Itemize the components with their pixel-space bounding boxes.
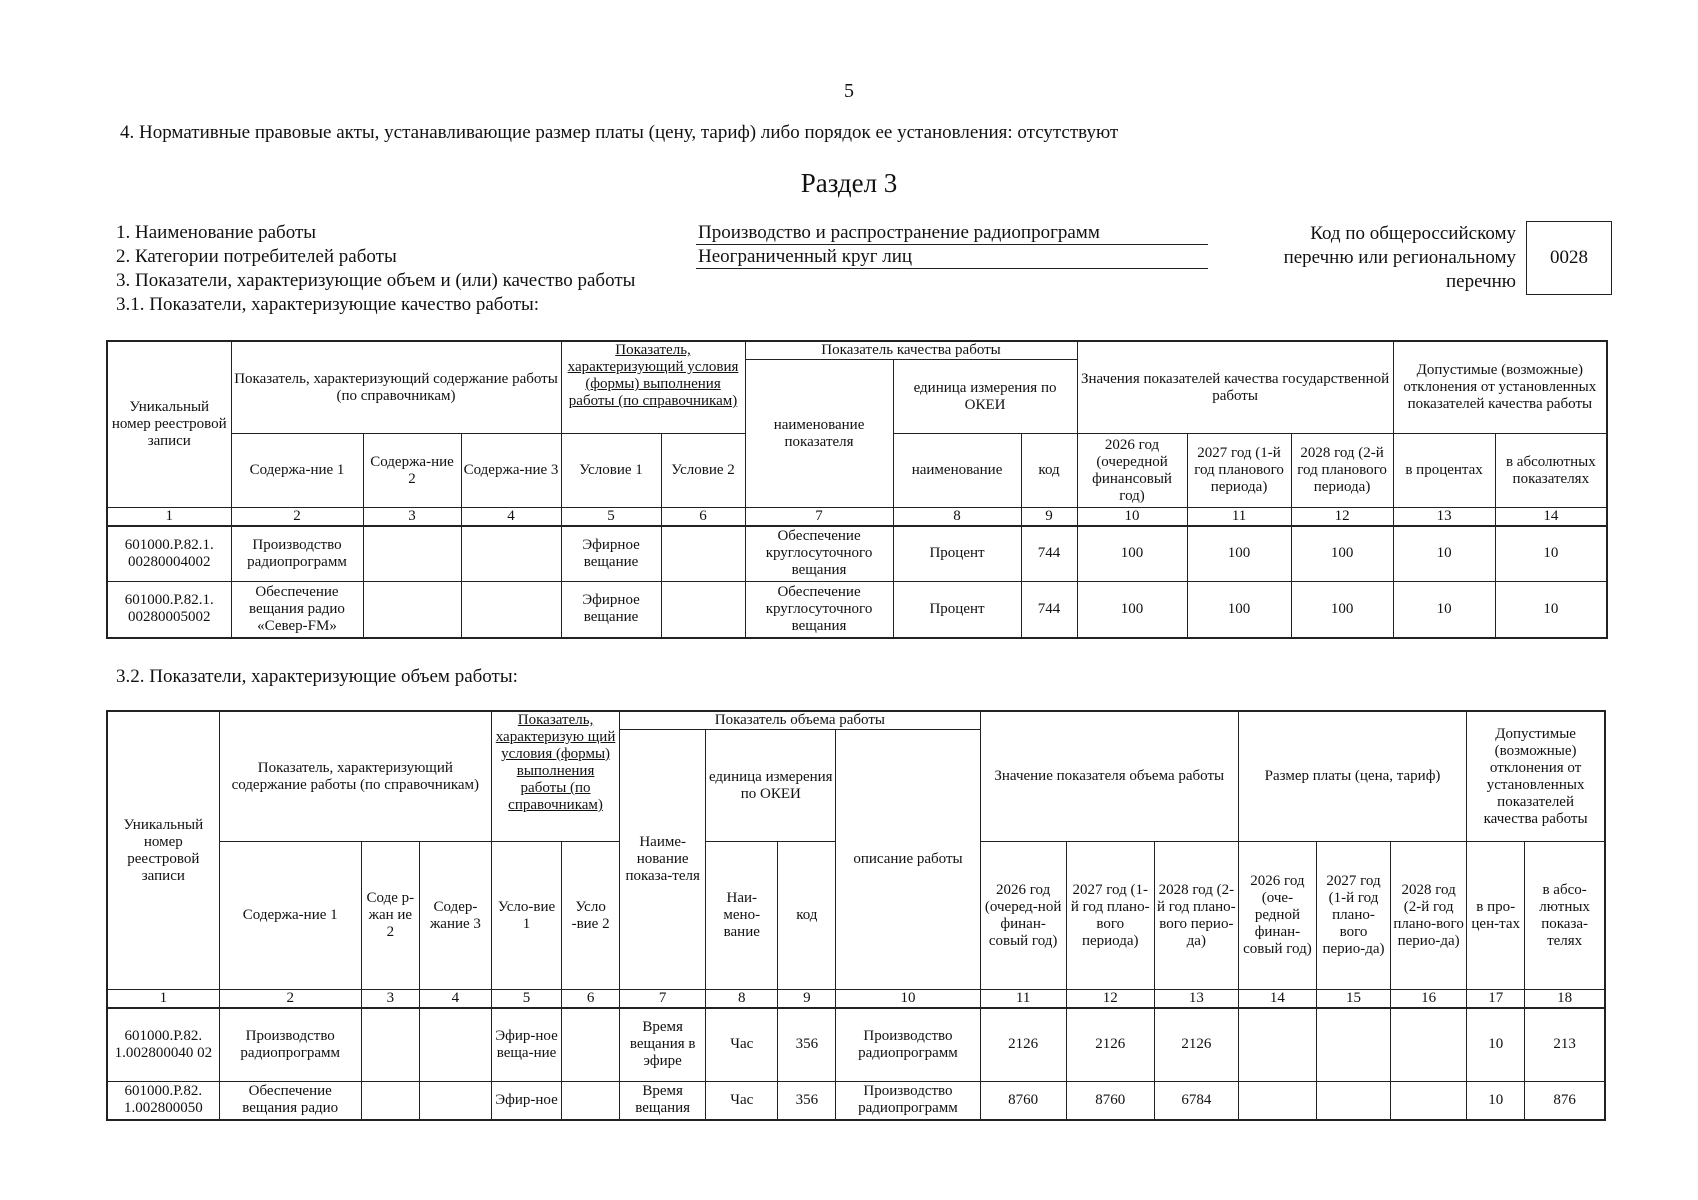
vt-cell xyxy=(1238,1082,1316,1120)
vt-cell xyxy=(1391,1008,1467,1082)
vt-col-num: 2 xyxy=(219,990,361,1008)
qt-header-2026: 2026 год (очередной финансовый год) xyxy=(1077,434,1187,508)
qt-cell: Производство радиопрограмм xyxy=(231,526,363,582)
quality-table xyxy=(106,340,1608,639)
qt-header-conditions xyxy=(561,341,745,434)
qt-cell: 100 xyxy=(1187,526,1291,582)
qt-cell: 744 xyxy=(1021,582,1077,638)
vt-header-fee: Размер платы (цена, тариф) xyxy=(1238,711,1466,842)
qt-cell xyxy=(661,582,745,638)
vt-header-f2026: 2026 год (оче-редной финан-совый год) xyxy=(1238,842,1316,990)
qt-header-u1: Условие 1 xyxy=(561,434,661,508)
qt-header-unit: единица измерения по ОКЕИ xyxy=(893,360,1077,434)
qt-cell: 100 xyxy=(1077,582,1187,638)
qt-header-2027: 2027 год (1-й год планового периода) xyxy=(1187,434,1291,508)
qt-cell: 100 xyxy=(1291,582,1393,638)
qt-col-num: 5 xyxy=(561,508,661,526)
vt-header-c1: Содержа-ние 1 xyxy=(219,842,361,990)
vt-col-num: 5 xyxy=(491,990,561,1008)
qt-cell xyxy=(661,526,745,582)
vt-cell xyxy=(562,1082,620,1120)
vt-cell xyxy=(1316,1082,1390,1120)
qt-cell: 100 xyxy=(1077,526,1187,582)
qt-header-ind-name: наименование показателя xyxy=(745,360,893,508)
qt-header-c1: Содержа-ние 1 xyxy=(231,434,363,508)
qt-col-num: 10 xyxy=(1077,508,1187,526)
vt-col-num: 14 xyxy=(1238,990,1316,1008)
qt-cell: Обеспечение вещания радио «Север-FM» xyxy=(231,582,363,638)
vt-cell: Обеспечение вещания радио xyxy=(219,1082,361,1120)
vt-col-numbers xyxy=(107,990,1605,1008)
qt-cell: Процент xyxy=(893,582,1021,638)
qt-header-content: Показатель, характеризующий содержание работы (по справочникам) xyxy=(231,341,561,434)
qt-cell xyxy=(461,526,561,582)
vt-col-num: 17 xyxy=(1467,990,1525,1008)
table-row xyxy=(107,526,1607,582)
vt-col-num: 3 xyxy=(361,990,419,1008)
qt-col-num: 1 xyxy=(107,508,231,526)
vt-cell: Производство радиопрограмм xyxy=(836,1082,980,1120)
vt-col-num: 10 xyxy=(836,990,980,1008)
volume-indicators-label: 3.2. Показатели, характеризующие объем работы: xyxy=(116,666,518,687)
code-value: 0028 xyxy=(1550,247,1588,268)
qt-cell: 10 xyxy=(1495,526,1607,582)
vt-header-unit-name: Наи-мено-вание xyxy=(706,842,778,990)
qt-header-unit-name: наименование xyxy=(893,434,1021,508)
vt-header-unit: единица измерения по ОКЕИ xyxy=(706,730,836,842)
qt-header-unit-code: код xyxy=(1021,434,1077,508)
qt-header-abs: в абсолютных показателях xyxy=(1495,434,1607,508)
qt-cell: 100 xyxy=(1291,526,1393,582)
vt-cell: Время вещания xyxy=(620,1082,706,1120)
vt-col-num: 8 xyxy=(706,990,778,1008)
code-label-line-3: перечню xyxy=(1446,271,1516,292)
vt-header-u2: Усло -вие 2 xyxy=(562,842,620,990)
vt-cell: 2126 xyxy=(1066,1008,1154,1082)
qt-cell: Эфирное вещание xyxy=(561,526,661,582)
qt-col-num: 6 xyxy=(661,508,745,526)
vt-header-values: Значение показателя объема работы xyxy=(980,711,1238,842)
vt-cell: 10 xyxy=(1467,1082,1525,1120)
vt-header-f2027: 2027 год (1-й год плано-вого перио-да) xyxy=(1316,842,1390,990)
qt-cell: 100 xyxy=(1187,582,1291,638)
vt-col-num: 11 xyxy=(980,990,1066,1008)
code-label-line-2: перечню или региональному xyxy=(1283,247,1516,268)
vt-cell: 356 xyxy=(778,1008,836,1082)
work-name-label: 1. Наименование работы xyxy=(116,222,317,243)
qt-cell: Эфирное вещание xyxy=(561,582,661,638)
qt-header-c3: Содержа-ние 3 xyxy=(461,434,561,508)
vt-cell xyxy=(562,1008,620,1082)
vt-cell: 8760 xyxy=(980,1082,1066,1120)
qt-col-num: 11 xyxy=(1187,508,1291,526)
qt-cell: 601000.Р.82.1. 00280004002 xyxy=(107,526,231,582)
vt-cell: 601000.Р.82. 1.002800050 xyxy=(107,1082,219,1120)
qt-cell: Обеспечение круглосуточного вещания xyxy=(745,526,893,582)
vt-cell xyxy=(1238,1008,1316,1082)
vt-col-num: 1 xyxy=(107,990,219,1008)
code-label-line-1: Код по общероссийскому xyxy=(1310,223,1516,244)
qt-header-quality: Показатель качества работы xyxy=(745,341,1077,360)
volume-table xyxy=(106,710,1606,1121)
vt-header-content: Показатель, характеризующий содержание работы (по справочникам) xyxy=(219,711,491,842)
vt-col-num: 9 xyxy=(778,990,836,1008)
vt-header-ind-name: Наиме-нование показа-теля xyxy=(620,730,706,990)
vt-cell: 2126 xyxy=(980,1008,1066,1082)
vt-cell: 213 xyxy=(1525,1008,1605,1082)
qt-cell: 10 xyxy=(1393,526,1495,582)
vt-col-num: 15 xyxy=(1316,990,1390,1008)
work-name-value: Производство и распространение радиопрограмм xyxy=(696,222,1208,245)
vt-header-v2027: 2027 год (1-й год плано-вого периода) xyxy=(1066,842,1154,990)
vt-col-num: 12 xyxy=(1066,990,1154,1008)
qt-header-pct: в процентах xyxy=(1393,434,1495,508)
vt-col-num: 18 xyxy=(1525,990,1605,1008)
qt-cell xyxy=(363,582,461,638)
qt-header-deviation: Допустимые (возможные) отклонения от установленных показателей качества работы xyxy=(1393,341,1607,434)
qt-col-num: 3 xyxy=(363,508,461,526)
consumers-label: 2. Категории потребителей работы xyxy=(116,246,397,267)
qt-cell: 10 xyxy=(1495,582,1607,638)
code-label xyxy=(1216,222,1516,294)
page-number: 5 xyxy=(844,80,854,102)
vt-cell: Час xyxy=(706,1008,778,1082)
table-row xyxy=(107,1008,1605,1082)
vt-cell: 356 xyxy=(778,1082,836,1120)
vt-cell: Эфир-ное xyxy=(491,1082,561,1120)
vt-header-conditions-text: Показатель, характеризую щий условия (формы) выполнения работы (по справочникам) xyxy=(495,712,616,813)
qt-col-num: 13 xyxy=(1393,508,1495,526)
vt-header-deviation: Допустимые (возможные) отклонения от установленных показателей качества работы xyxy=(1467,711,1605,842)
vt-col-num: 13 xyxy=(1154,990,1238,1008)
code-box xyxy=(1526,221,1612,295)
qt-col-num: 7 xyxy=(745,508,893,526)
vt-header-u1: Усло-вие 1 xyxy=(491,842,561,990)
vt-cell: Производство радиопрограмм xyxy=(836,1008,980,1082)
table-row xyxy=(107,1082,1605,1120)
vt-header-volume: Показатель объема работы xyxy=(620,711,980,730)
vt-header-unit-code: код xyxy=(778,842,836,990)
vt-col-num: 7 xyxy=(620,990,706,1008)
section-title: Раздел 3 xyxy=(800,168,898,198)
indicators-label: 3. Показатели, характеризующие объем и (или) качество работы xyxy=(116,270,636,291)
qt-cell xyxy=(461,582,561,638)
qt-col-num: 9 xyxy=(1021,508,1077,526)
normative-acts-line: 4. Нормативные правовые акты, устанавливающие размер платы (цену, тариф) либо порядок ее установления: отсутствуют xyxy=(120,122,1119,143)
table-row xyxy=(107,582,1607,638)
qt-cell: Процент xyxy=(893,526,1021,582)
qt-col-num: 4 xyxy=(461,508,561,526)
vt-cell: 876 xyxy=(1525,1082,1605,1120)
vt-cell: 6784 xyxy=(1154,1082,1238,1120)
consumers-value: Неограниченный круг лиц xyxy=(696,246,1208,269)
qt-col-num: 14 xyxy=(1495,508,1607,526)
qt-cell: 10 xyxy=(1393,582,1495,638)
vt-header-desc: описание работы xyxy=(836,730,980,990)
vt-cell xyxy=(361,1008,419,1082)
qt-header-unique: Уникальный номер реестровой записи xyxy=(107,341,231,508)
quality-indicators-label: 3.1. Показатели, характеризующие качество работы: xyxy=(116,294,540,315)
vt-header-pct: в про-цен-тах xyxy=(1467,842,1525,990)
vt-cell: Эфир-ное веща-ние xyxy=(491,1008,561,1082)
qt-header-conditions-text: Показатель, характеризующий условия (формы) выполнения работы (по справочникам) xyxy=(567,342,739,409)
qt-header-values: Значения показателей качества государственной работы xyxy=(1077,341,1393,434)
vt-header-v2026: 2026 год (очеред-ной финан-совый год) xyxy=(980,842,1066,990)
vt-col-num: 4 xyxy=(419,990,491,1008)
vt-cell xyxy=(1391,1082,1467,1120)
qt-cell xyxy=(363,526,461,582)
vt-cell: 8760 xyxy=(1066,1082,1154,1120)
vt-cell: 601000.Р.82. 1.002800040 02 xyxy=(107,1008,219,1082)
vt-cell xyxy=(419,1082,491,1120)
qt-header-u2: Условие 2 xyxy=(661,434,745,508)
vt-cell: 2126 xyxy=(1154,1008,1238,1082)
vt-col-num: 6 xyxy=(562,990,620,1008)
vt-header-v2028: 2028 год (2-й год плано-вого перио-да) xyxy=(1154,842,1238,990)
vt-cell xyxy=(419,1008,491,1082)
qt-header-2028: 2028 год (2-й год планового периода) xyxy=(1291,434,1393,508)
vt-col-num: 16 xyxy=(1391,990,1467,1008)
vt-cell xyxy=(361,1082,419,1120)
vt-cell: Производство радиопрограмм xyxy=(219,1008,361,1082)
vt-header-c3: Содер-жание 3 xyxy=(419,842,491,990)
qt-cell: 601000.Р.82.1. 00280005002 xyxy=(107,582,231,638)
qt-header-c2: Содержа-ние 2 xyxy=(363,434,461,508)
vt-cell xyxy=(1316,1008,1390,1082)
vt-header-c2: Соде р-жан ие 2 xyxy=(361,842,419,990)
qt-cell: Обеспечение круглосуточного вещания xyxy=(745,582,893,638)
qt-cell: 744 xyxy=(1021,526,1077,582)
qt-col-num: 2 xyxy=(231,508,363,526)
qt-col-num: 12 xyxy=(1291,508,1393,526)
qt-col-num: 8 xyxy=(893,508,1021,526)
vt-header-abs: в абсо-лютных показа-телях xyxy=(1525,842,1605,990)
vt-header-f2028: 2028 год (2-й год плано-вого перио-да) xyxy=(1391,842,1467,990)
vt-header-conditions xyxy=(491,711,619,842)
vt-cell: Час xyxy=(706,1082,778,1120)
qt-col-numbers xyxy=(107,508,1607,526)
vt-cell: Время вещания в эфире xyxy=(620,1008,706,1082)
vt-header-unique: Уникальный номер реестровой записи xyxy=(107,711,219,990)
vt-cell: 10 xyxy=(1467,1008,1525,1082)
